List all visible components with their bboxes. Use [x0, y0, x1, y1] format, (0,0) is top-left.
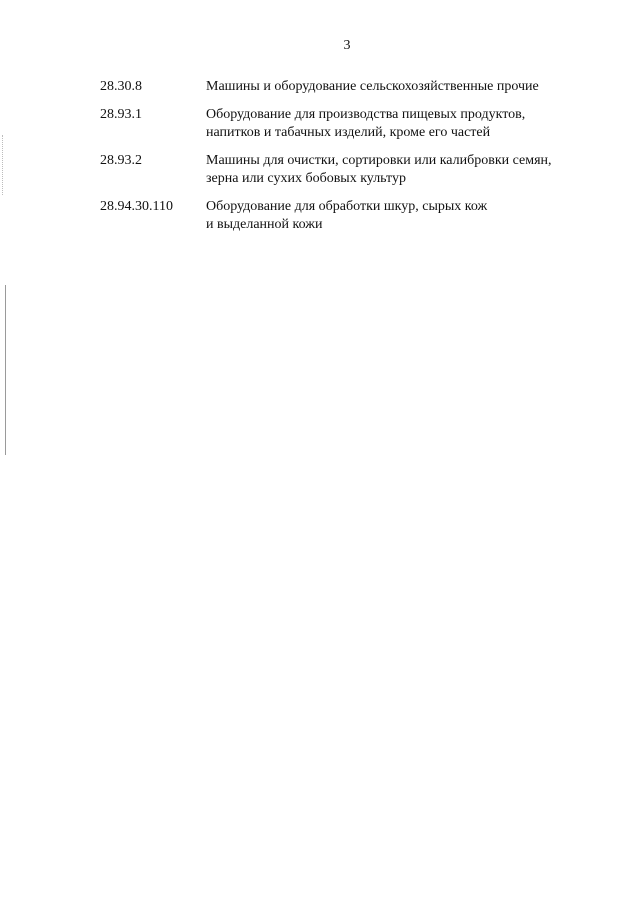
list-item	[100, 152, 620, 188]
entry-code: 28.93.2	[100, 153, 142, 168]
entry-description	[206, 106, 620, 142]
scan-edge-line	[5, 285, 6, 455]
entry-description-line: Машины для очистки, сортировки или калибровки семян,	[206, 153, 552, 168]
entry-description-line: Оборудование для производства пищевых продуктов,	[206, 107, 526, 122]
entry-code: 28.30.8	[100, 79, 142, 94]
entry-code: 28.94.30.110	[100, 199, 173, 214]
entry-description-line: зерна или сухих бобовых культур	[206, 171, 406, 186]
list-item	[100, 78, 620, 96]
entry-description-line: напитков и табачных изделий, кроме его частей	[206, 125, 491, 140]
entry-code: 28.93.1	[100, 107, 142, 122]
classification-list	[100, 78, 620, 244]
page-number: 3	[343, 38, 351, 53]
entry-description-line: Оборудование для обработки шкур, сырых кож	[206, 199, 488, 214]
entry-description	[206, 198, 620, 234]
entry-description	[206, 78, 620, 96]
list-item	[100, 198, 620, 234]
list-item	[100, 106, 620, 142]
entry-description	[206, 152, 620, 188]
entry-description-line: Машины и оборудование сельскохозяйственные прочие	[206, 79, 539, 94]
scan-artifact	[2, 135, 5, 195]
entry-description-line: и выделанной кожи	[206, 217, 323, 232]
